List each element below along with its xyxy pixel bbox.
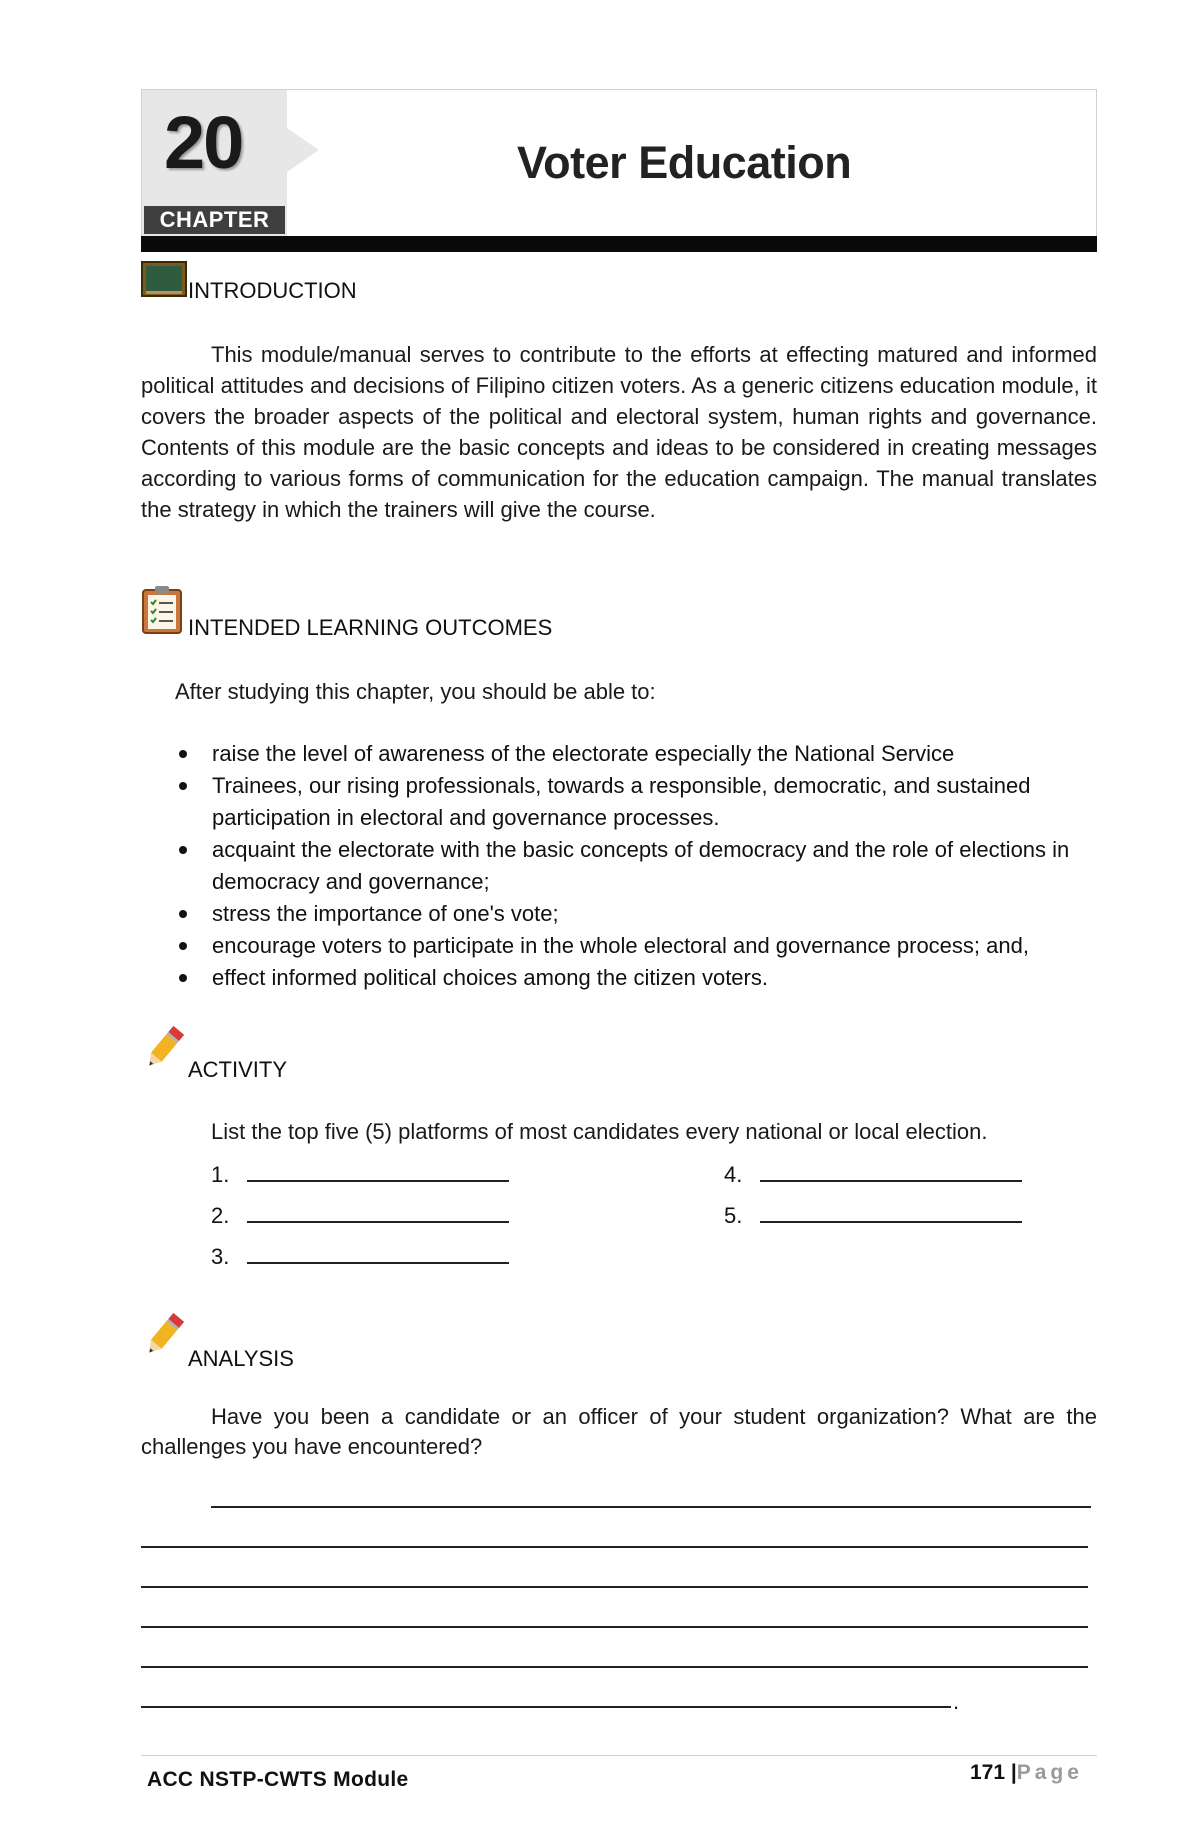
introduction-body: This module/manual serves to contribute to the efforts at effecting matured and informed political attitudes and decisions of Filipino citizen voters. As a generic citizens education module, it covers the broader aspects of the political and electoral system, human rights and governance. Contents of this module are the basic concepts and ideas to be considered in creating messages according to various forms of communication for the education campaign. The manual translates the strategy in which the trainers will give the course. (141, 342, 1097, 522)
header-divider (141, 236, 1097, 252)
activity-title: ACTIVITY (188, 1057, 288, 1082)
introduction-title: INTRODUCTION (188, 278, 357, 303)
pencil-icon (141, 1310, 187, 1365)
list-item: raise the level of awareness of the electorate especially the National Service (172, 738, 1097, 770)
pencil-icon (141, 1023, 187, 1078)
answer-end-mark: . (953, 1689, 960, 1714)
outcomes-lead: After studying this chapter, you should be able to: (175, 679, 656, 704)
answer-item-3[interactable] (211, 1242, 509, 1270)
answer-line[interactable] (141, 1706, 951, 1708)
answer-line[interactable] (141, 1586, 1088, 1588)
answer-item-5[interactable] (724, 1201, 1022, 1229)
chapter-number: 20 (164, 101, 243, 184)
answer-item-4[interactable] (724, 1160, 1022, 1188)
analysis-question: Have you been a candidate or an officer of your student organization? What are the challenges you have encountered? (141, 1404, 1097, 1459)
answer-item-2[interactable] (211, 1201, 509, 1229)
chapter-title: Voter Education (517, 137, 852, 188)
item-number: 1. (211, 1162, 230, 1187)
chapter-header (141, 89, 1097, 237)
blank-field[interactable] (247, 1242, 509, 1264)
clipboard-checklist-icon (141, 585, 185, 640)
answer-item-1[interactable] (211, 1160, 509, 1188)
list-item: stress the importance of one's vote; (172, 898, 1097, 930)
chapter-badge (142, 90, 287, 236)
answer-line[interactable] (141, 1626, 1088, 1628)
analysis-title: ANALYSIS (188, 1346, 294, 1371)
blank-field[interactable] (760, 1201, 1022, 1223)
chalkboard-icon (141, 260, 187, 305)
footer-module-name: ACC NSTP-CWTS Module (147, 1768, 409, 1791)
blank-field[interactable] (760, 1160, 1022, 1182)
answer-line[interactable] (211, 1506, 1091, 1508)
blank-field[interactable] (247, 1201, 509, 1223)
item-number: 3. (211, 1244, 230, 1269)
footer-divider (141, 1755, 1097, 1756)
list-item: encourage voters to participate in the whole electoral and governance process; and, (172, 930, 1097, 962)
activity-prompt: List the top five (5) platforms of most candidates every national or local election. (211, 1119, 988, 1144)
answer-line[interactable] (141, 1666, 1088, 1668)
list-item: acquaint the electorate with the basic concepts of democracy and the role of elections in democracy and governance; (172, 834, 1097, 898)
item-number: 4. (724, 1162, 743, 1187)
answer-line[interactable] (141, 1546, 1088, 1548)
chapter-label: CHAPTER (144, 206, 285, 234)
chapter-arrow-icon (287, 128, 319, 172)
page-number (970, 1761, 1083, 1785)
blank-field[interactable] (247, 1160, 509, 1182)
list-item: effect informed political choices among the citizen voters. (172, 962, 1097, 994)
outcomes-title: INTENDED LEARNING OUTCOMES (188, 615, 553, 640)
item-number: 5. (724, 1203, 743, 1228)
list-item: Trainees, our rising professionals, towards a responsible, democratic, and sustained participation in electoral and governance processes. (172, 770, 1097, 834)
page-number-value: 171 | (970, 1761, 1017, 1784)
item-number: 2. (211, 1203, 230, 1228)
outcomes-list (172, 738, 1097, 994)
page-word: Page (1016, 1761, 1083, 1784)
